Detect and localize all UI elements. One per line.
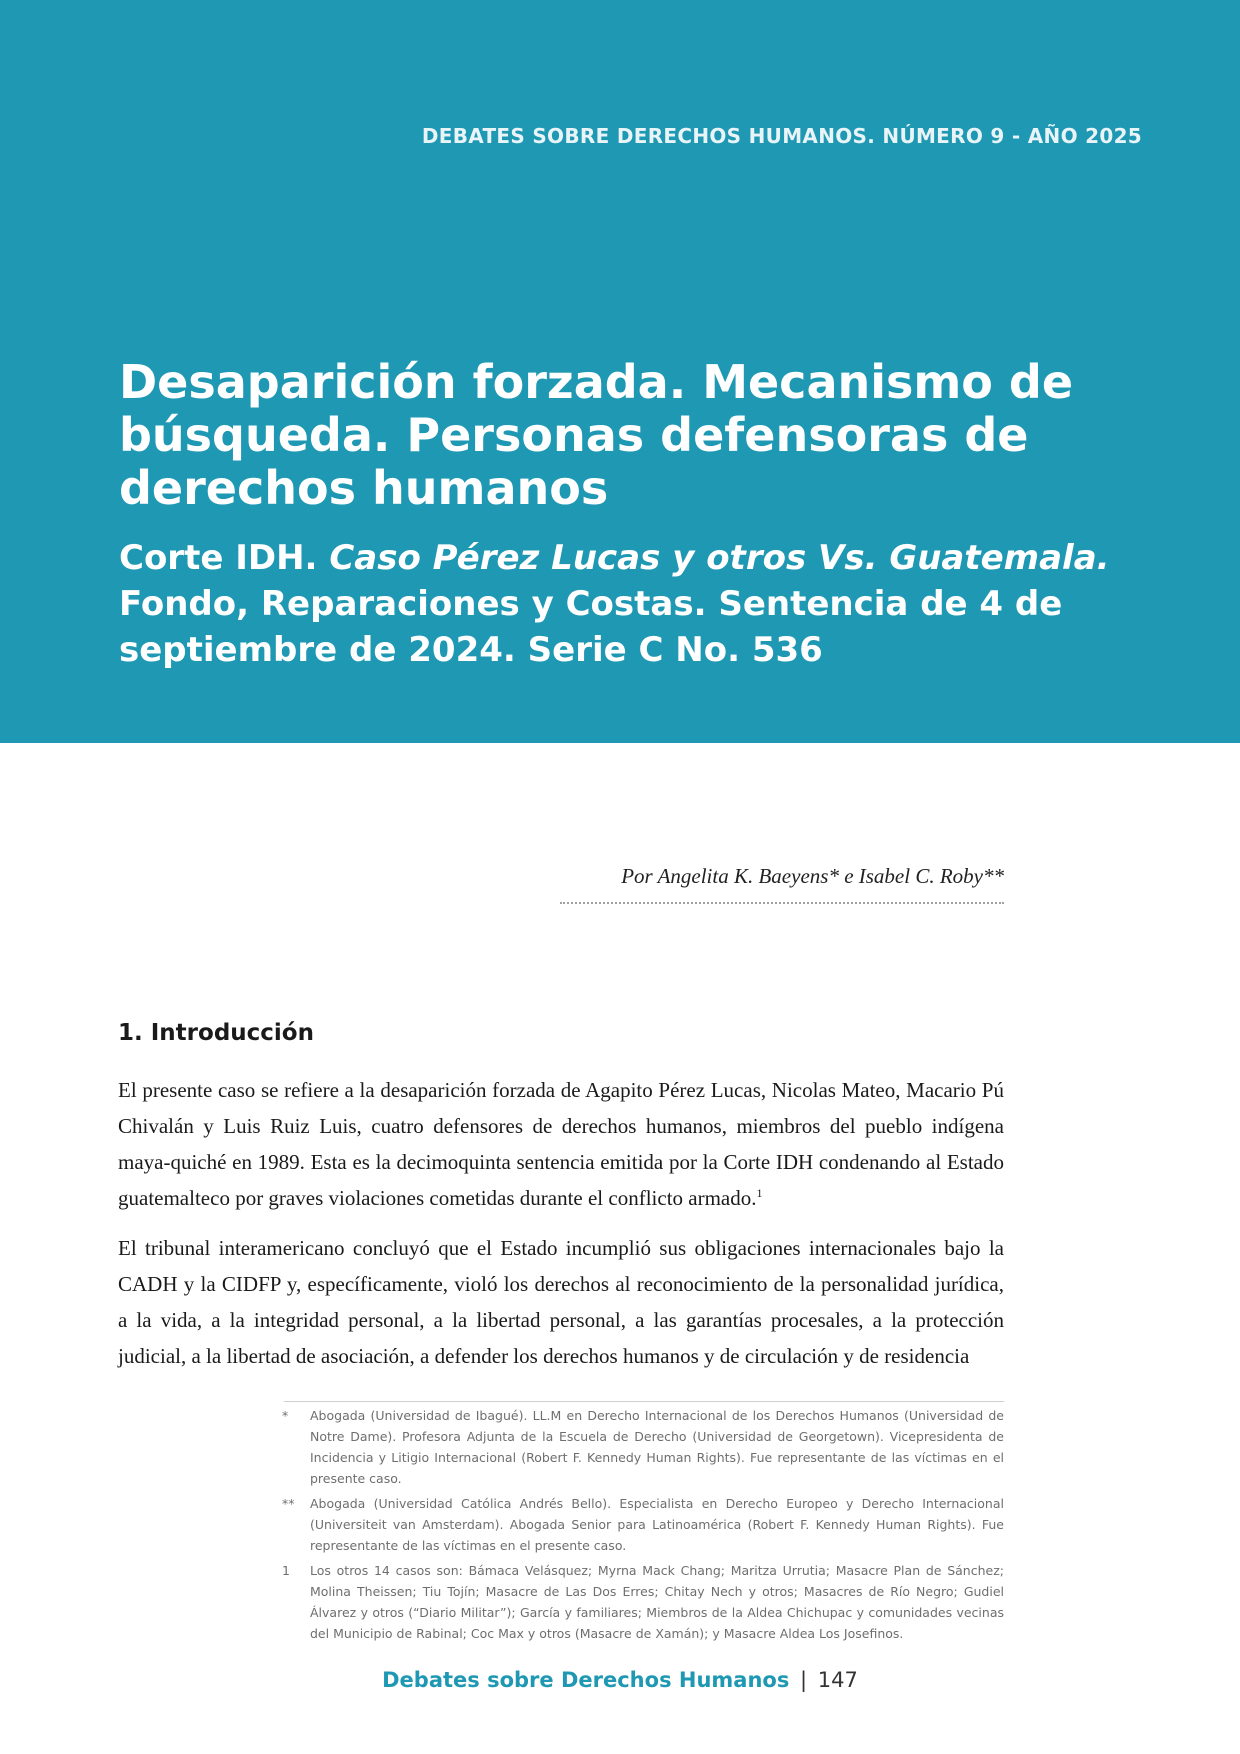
- footnote-text: Abogada (Universidad de Ibagué). LL.M en Derecho Internacional de los Derechos Humanos (Universidad de Notre Dame). Profesora Adjunta de la Escuela de Derecho (Universidad de Georgetown). Vicepresidenta de Incidencia y Litigio Internacional (Robert F. Kennedy Human Rights). Fue representante de las víctimas en el presente caso.: [310, 1408, 1004, 1486]
- footnote-reference[interactable]: 1: [756, 1186, 763, 1200]
- footnote-mark: **: [282, 1496, 295, 1511]
- article-title: Desaparición forzada. Mecanismo de búsqueda. Personas defensoras de derechos humanos: [119, 355, 1074, 515]
- footnote-mark: *: [282, 1408, 289, 1423]
- section-heading: 1. Introducción: [118, 1020, 314, 1046]
- page-footer: [0, 1668, 1240, 1692]
- subtitle-details: Fondo, Reparaciones y Costas. Sentencia de 4 de septiembre de 2024. Serie C No. 536: [119, 584, 1063, 670]
- footer-journal-name: Debates sobre Derechos Humanos: [382, 1668, 790, 1692]
- byline-divider: [560, 902, 1004, 904]
- header-banner: [0, 0, 1240, 743]
- body-paragraph-1: [118, 1072, 1004, 1216]
- footer-separator: |: [800, 1668, 808, 1692]
- article-subtitle: [119, 535, 1119, 673]
- footnote-mark: 1: [282, 1563, 290, 1578]
- footnote-item: [282, 1493, 1004, 1556]
- body-paragraph-2: El tribunal interamericano concluyó que el Estado incumplió sus obligaciones internacionales bajo la CADH y la CIDFP y, específicamente, violó los derechos al reconocimiento de la personalidad jurídica, a la vida, a la integridad personal, a la libertad personal, a las garantías procesales, a la protección judicial, a la libertad de asociación, a defender los derechos humanos y de circulación y de residencia: [118, 1236, 1004, 1368]
- footnote-text: Abogada (Universidad Católica Andrés Bello). Especialista en Derecho Europeo y Derecho Internacional (Universiteit van Amsterdam). Abogada Senior para Latinoamérica (Robert F. Kennedy Human Rights). Fue representante de las víctimas en el presente caso.: [310, 1496, 1004, 1553]
- subtitle-court: Corte IDH.: [119, 538, 330, 578]
- footnote-item: [282, 1560, 1004, 1644]
- author-byline: Por Angelita K. Baeyens* e Isabel C. Roby**: [621, 864, 1004, 888]
- journal-issue-line: DEBATES SOBRE DERECHOS HUMANOS. NÚMERO 9 - AÑO 2025: [421, 124, 1142, 148]
- paragraph-1-text: El presente caso se refiere a la desaparición forzada de Agapito Pérez Lucas, Nicolas Mateo, Macario Pú Chivalán y Luis Ruiz Luis, cuatro defensores de derechos humanos, miembros del pueblo indígena maya-quiché en 1989. Esta es la decimoquinta sentencia emitida por la Corte IDH condenando al Estado guatemalteco por graves violaciones cometidas durante el conflicto armado.: [118, 1078, 1004, 1210]
- subtitle-case-name: Caso Pérez Lucas y otros Vs. Guatemala.: [329, 538, 1110, 578]
- footnotes: [282, 1405, 1004, 1648]
- footnote-divider: [284, 1401, 1004, 1402]
- footnote-item: [282, 1405, 1004, 1489]
- footnote-text: Los otros 14 casos son: Bámaca Velásquez; Myrna Mack Chang; Maritza Urrutia; Masacre Plan de Sánchez; Molina Theissen; Tiu Tojín; Masacre de Las Dos Erres; Chitay Nech y otros; Masacres de Río Negro; Gudiel Álvarez y otros (“Diario Militar”); García y familiares; Miembros de la Aldea Chichupac y comunidades vecinas del Municipio de Rabinal; Coc Max y otros (Masacre de Xamán); y Masacre Aldea Los Josefinos.: [310, 1563, 1004, 1641]
- page-number: 147: [817, 1668, 858, 1692]
